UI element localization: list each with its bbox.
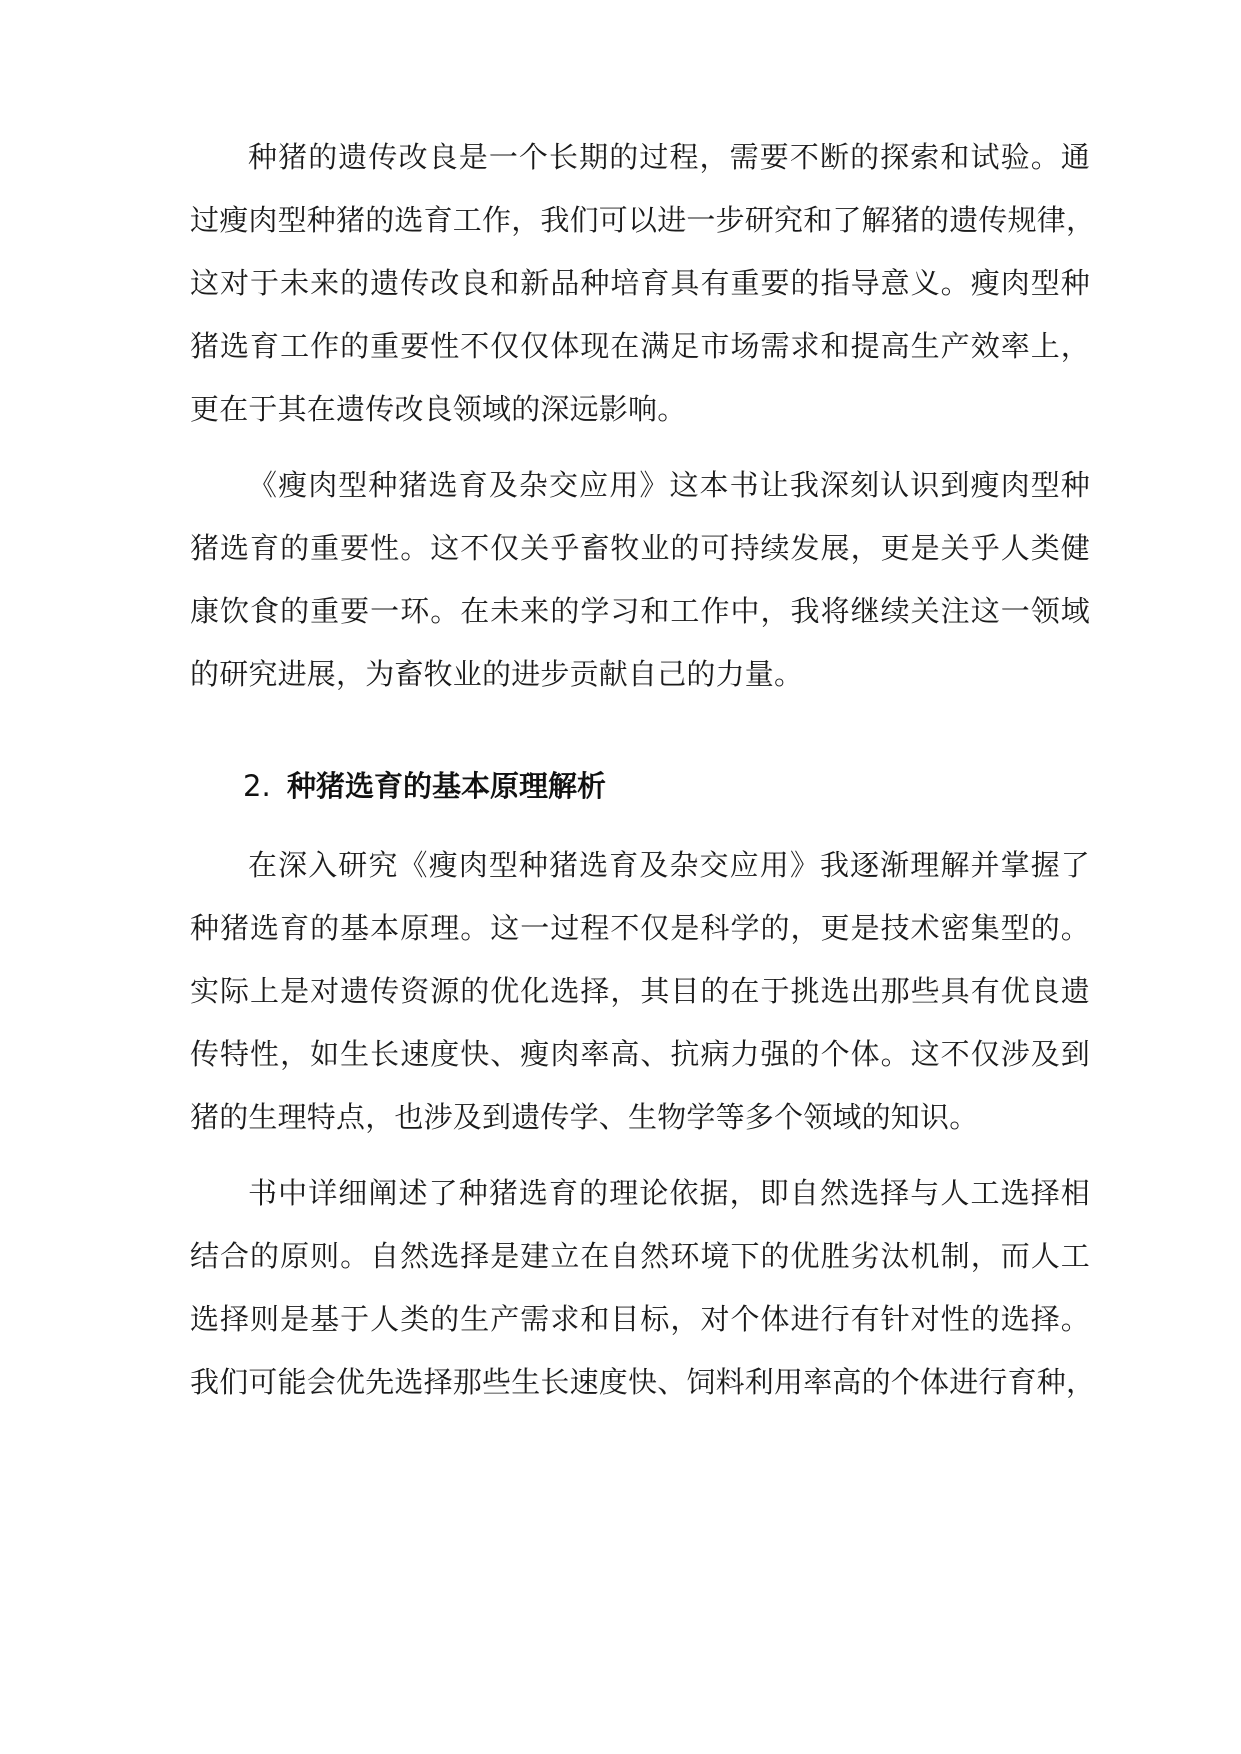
text-line: 实际上是对遗传资源的优化选择，其目的在于挑选出那些具有优良遗 (190, 974, 1090, 1008)
text-line: 的研究进展，为畜牧业的进步贡献自己的力量。 (190, 657, 804, 691)
text-line: 结合的原则。自然选择是建立在自然环境下的优胜劣汰机制，而人工 (190, 1239, 1090, 1273)
text-line: 选择则是基于人类的生产需求和目标，对个体进行有针对性的选择。 (190, 1302, 1090, 1336)
text-line: 书中详细阐述了种猪选育的理论依据，即自然选择与人工选择相 (248, 1176, 1090, 1210)
text-line: 猪选育的重要性。这不仅关乎畜牧业的可持续发展，更是关乎人类健 (190, 531, 1090, 565)
section-title: 种猪选育的基本原理解析 (287, 769, 607, 803)
text-line: 更在于其在遗传改良领域的深远影响。 (190, 392, 687, 426)
text-line: 猪选育工作的重要性不仅仅体现在满足市场需求和提高生产效率上， (190, 329, 1090, 363)
text-line: 这对于未来的遗传改良和新品种培育具有重要的指导意义。瘦肉型种 (190, 266, 1090, 300)
text-line: 种猪选育的基本原理。这一过程不仅是科学的，更是技术密集型的。 (190, 911, 1090, 945)
text-line: 我们可能会优先选择那些生长速度快、饲料利用率高的个体进行育种， (190, 1365, 1096, 1399)
section-number: 2. (243, 769, 271, 803)
text-line: 传特性，如生长速度快、瘦肉率高、抗病力强的个体。这不仅涉及到 (190, 1037, 1090, 1071)
text-line: 在深入研究《瘦肉型种猪选育及杂交应用》我逐渐理解并掌握了 (248, 848, 1090, 882)
text-line: 过瘦肉型种猪的选育工作，我们可以进一步研究和了解猪的遗传规律， (190, 203, 1096, 237)
text-line: 康饮食的重要一环。在未来的学习和工作中，我将继续关注这一领域 (190, 594, 1090, 628)
text-line: 《瘦肉型种猪选育及杂交应用》这本书让我深刻认识到瘦肉型种 (248, 468, 1090, 502)
section-heading (243, 761, 606, 811)
text-line: 种猪的遗传改良是一个长期的过程，需要不断的探索和试验。通 (248, 140, 1090, 174)
text-line: 猪的生理特点，也涉及到遗传学、生物学等多个领域的知识。 (190, 1100, 979, 1134)
